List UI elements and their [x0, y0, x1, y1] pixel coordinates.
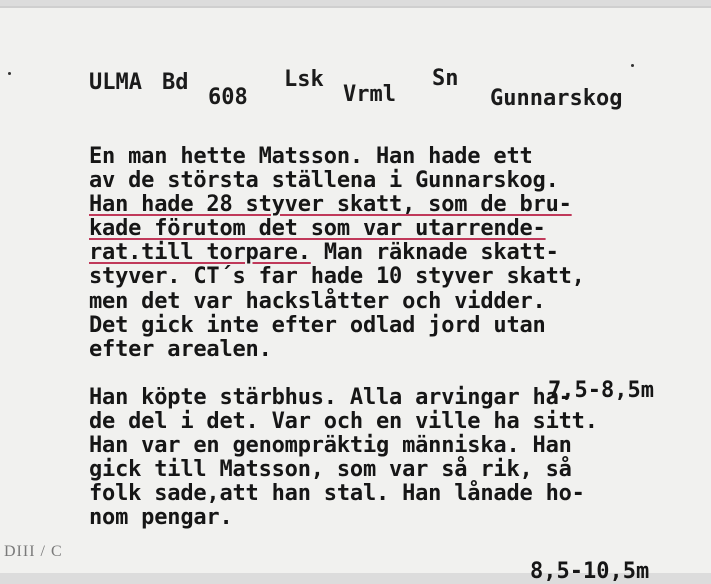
text-continuation: Man räknade skatt-	[310, 240, 559, 266]
lsk-value: Vrml	[343, 82, 396, 107]
text-line	[89, 241, 689, 265]
bd-number: 608	[208, 85, 248, 110]
margin-note: DIII / C	[4, 543, 63, 560]
text-line: efter arealen.	[89, 336, 272, 362]
text-line: de del i det. Var och en ville ha sitt.	[89, 409, 598, 435]
text-line-underlined: Han hade 28 styver skatt, som de bru-	[89, 192, 572, 218]
body-text	[89, 145, 689, 531]
text-line: Han köpte stärbhus. Alla arvingar ha-	[89, 384, 572, 410]
text-line-underlined: kade förutom det som var utarrende-	[89, 216, 546, 242]
paper-speck	[8, 72, 11, 75]
underlined-phrase: rat.till torpare.	[89, 240, 311, 266]
text-line: folk sade,att han stal. Han lånade ho-	[89, 481, 585, 507]
tape-reference-1: 7,5-8,5m	[548, 378, 654, 403]
text-line: men det var hackslåtter och vidder.	[89, 288, 546, 314]
archive-card	[0, 6, 711, 584]
text-line: nom pengar.	[89, 505, 233, 531]
archive-name: ULMA	[89, 70, 142, 95]
text-line: av de största ställena i Gunnarskog.	[89, 168, 559, 194]
text-line: Han var en genompräktig människa. Han	[89, 433, 572, 459]
text-line: En man hette Matsson. Han hade ett	[89, 144, 533, 169]
tape-reference-2: 8,5-10,5m	[530, 559, 650, 584]
paper-speck	[631, 64, 634, 67]
sn-label: Sn	[432, 66, 459, 91]
sn-value: Gunnarskog	[490, 86, 623, 111]
text-line: styver. CT´s far hade 10 styver skatt,	[89, 264, 585, 290]
text-line: Det gick inte efter odlad jord utan	[89, 312, 546, 338]
text-line: gick till Matsson, som var så rik, så	[89, 457, 572, 483]
bd-label: Bd	[162, 70, 189, 95]
lsk-label: Lsk	[284, 67, 324, 92]
